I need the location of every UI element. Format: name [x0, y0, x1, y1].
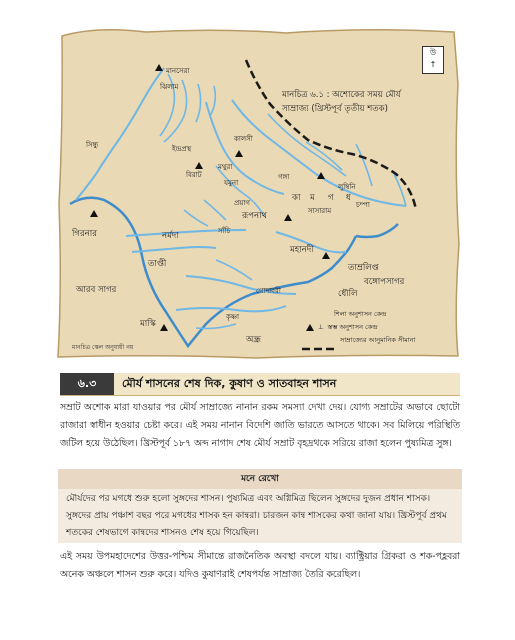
map-title-line2: সাম্রাজ্য (খ্রিস্টপূর্ব তৃতীয় শতক)	[282, 104, 388, 114]
map-figure	[56, 24, 460, 360]
label-andhra: অন্ধ্র	[246, 335, 261, 345]
map-legend	[318, 308, 415, 347]
label-sanchi: সাঁচি	[218, 227, 231, 235]
remember-title: মনে রেখো	[58, 469, 462, 489]
remember-body: মৌর্যদের পর মগধে শুরু হলো সুঙ্গদের শাসন। পুষ্যমিত্র এবং অগ্নিমিত্র ছিলেন সুঙ্গদের দুজন প্রধান শাসক। সুঙ্গদের প্রায় পঞ্চাশ বছর পরে মগধের শাসক হন কান্বরা। চারজন কান্ব শাসকের কথা জানা যায়। খ্রিস্টপূর্ব প্রথম শতকের শেষভাগে কান্বদের শাসনও শেষ হয়ে গিয়েছিল।	[66, 494, 447, 538]
legend-rock-edict: শিলা অনুশাসন কেন্দ্র	[334, 310, 387, 318]
pillar-icon: ⊥	[318, 323, 324, 331]
label-dhauli: ধৌলি	[338, 289, 358, 299]
label-indus: সিন্ধু	[86, 141, 99, 149]
label-pataliputra-a: কা	[292, 193, 301, 203]
compass-north	[422, 46, 444, 74]
label-girnar: গিরনার	[72, 229, 97, 239]
label-jhelum: ঝিলাম	[160, 83, 179, 91]
label-champa: চম্পা	[356, 201, 370, 209]
label-pataliputra-d: ধ	[346, 193, 351, 203]
label-mahanadi: মহানদী	[290, 245, 314, 255]
map-scale-note: মানচিত্র স্কেল অনুযায়ী নয়	[72, 344, 134, 351]
label-bay-of-bengal: বঙ্গোপসাগর	[364, 277, 405, 287]
north-arrow-icon: ↑	[429, 60, 437, 69]
label-maski: মাস্কি	[140, 319, 156, 329]
section-heading	[60, 373, 460, 396]
map-title-line1: মানচিত্র ৬.১ : অশোকের সময় মৌর্য	[282, 90, 401, 100]
label-rupnath: রূপনাথ	[242, 211, 268, 221]
label-yamuna: যমুনা	[224, 179, 239, 187]
legend-pillar-edict: ⊥ স্তম্ভ অনুশাসন কেন্দ্র	[318, 321, 415, 334]
label-pataliputra-c: গ	[328, 193, 334, 203]
label-pataliputra-b: ম	[310, 193, 315, 203]
legend-boundary: সাম্রাজ্যের আনুমানিক সীমানা	[340, 336, 416, 344]
label-prayag: প্রয়াগ	[234, 199, 250, 207]
remember-box	[58, 469, 462, 543]
label-tamralipta: তাম্রলিপ্ত	[348, 263, 379, 273]
section-number: ৬.৩	[60, 373, 114, 395]
map-title	[282, 88, 414, 116]
label-ganga: গঙ্গা	[278, 173, 290, 181]
label-godavari: গোদাবরী	[256, 287, 281, 295]
label-virat: বিরাট	[186, 171, 202, 179]
compass-letter: উ	[429, 48, 437, 57]
label-narmada: নর্মদা	[162, 231, 179, 241]
label-arabian-sea: আরব সাগর	[76, 285, 117, 295]
paragraph-2: এই সময় উপমহাদেশের উত্তর-পশ্চিম সীমান্তে রাজনৈতিক অবস্থা বদলে যায়। ব্যাক্ট্রিয়ার গ্রিকরা ও শক-পহ্লবরা অনেক অঞ্চলে শাসন শুরু করে। যদিও কুষাণরাই শেষপর্যন্ত সাম্রাজ্য তৈরি করেছিল।	[60, 551, 460, 580]
paragraph-1: সম্রাট অশোক মারা যাওয়ার পর মৌর্য সাম্রাজ্যে নানান রকম সমস্যা দেখা দেয়। যোগ্য সম্রাটের অভাবে ছোটো রাজারা স্বাধীন হওয়ার চেষ্টা করে। এই সময় নানান বিদেশি জাতি ভারতে আসতে থাকে। সব মিলিয়ে পরিস্থিতি জটিল হয়ে উঠেছিল। খ্রিস্টপূর্ব ১৮৭ অব্দ নাগাদ শেষ মৌর্য সম্রাট বৃহদ্রথকে সরিয়ে রাজা হলেন পুষ্যমিত্র সুঙ্গ।	[60, 402, 460, 449]
label-sasaram: সাসারাম	[308, 207, 332, 215]
label-mathura: মথুরা	[218, 163, 233, 171]
label-kalsi: কালসী	[234, 135, 253, 143]
label-krishna: কৃষ্ণা	[226, 313, 240, 321]
section-title: মৌর্য শাসনের শেষ দিক, কুষাণ ও সাতবাহন শাসন	[122, 377, 337, 390]
label-indraprastha: ইন্দ্রপ্রস্থ	[172, 145, 192, 153]
label-lumbini: লুম্বিনি	[338, 183, 356, 191]
label-mansehra: মানসেরা	[166, 67, 190, 75]
label-tapti: তাপ্তী	[148, 259, 167, 269]
